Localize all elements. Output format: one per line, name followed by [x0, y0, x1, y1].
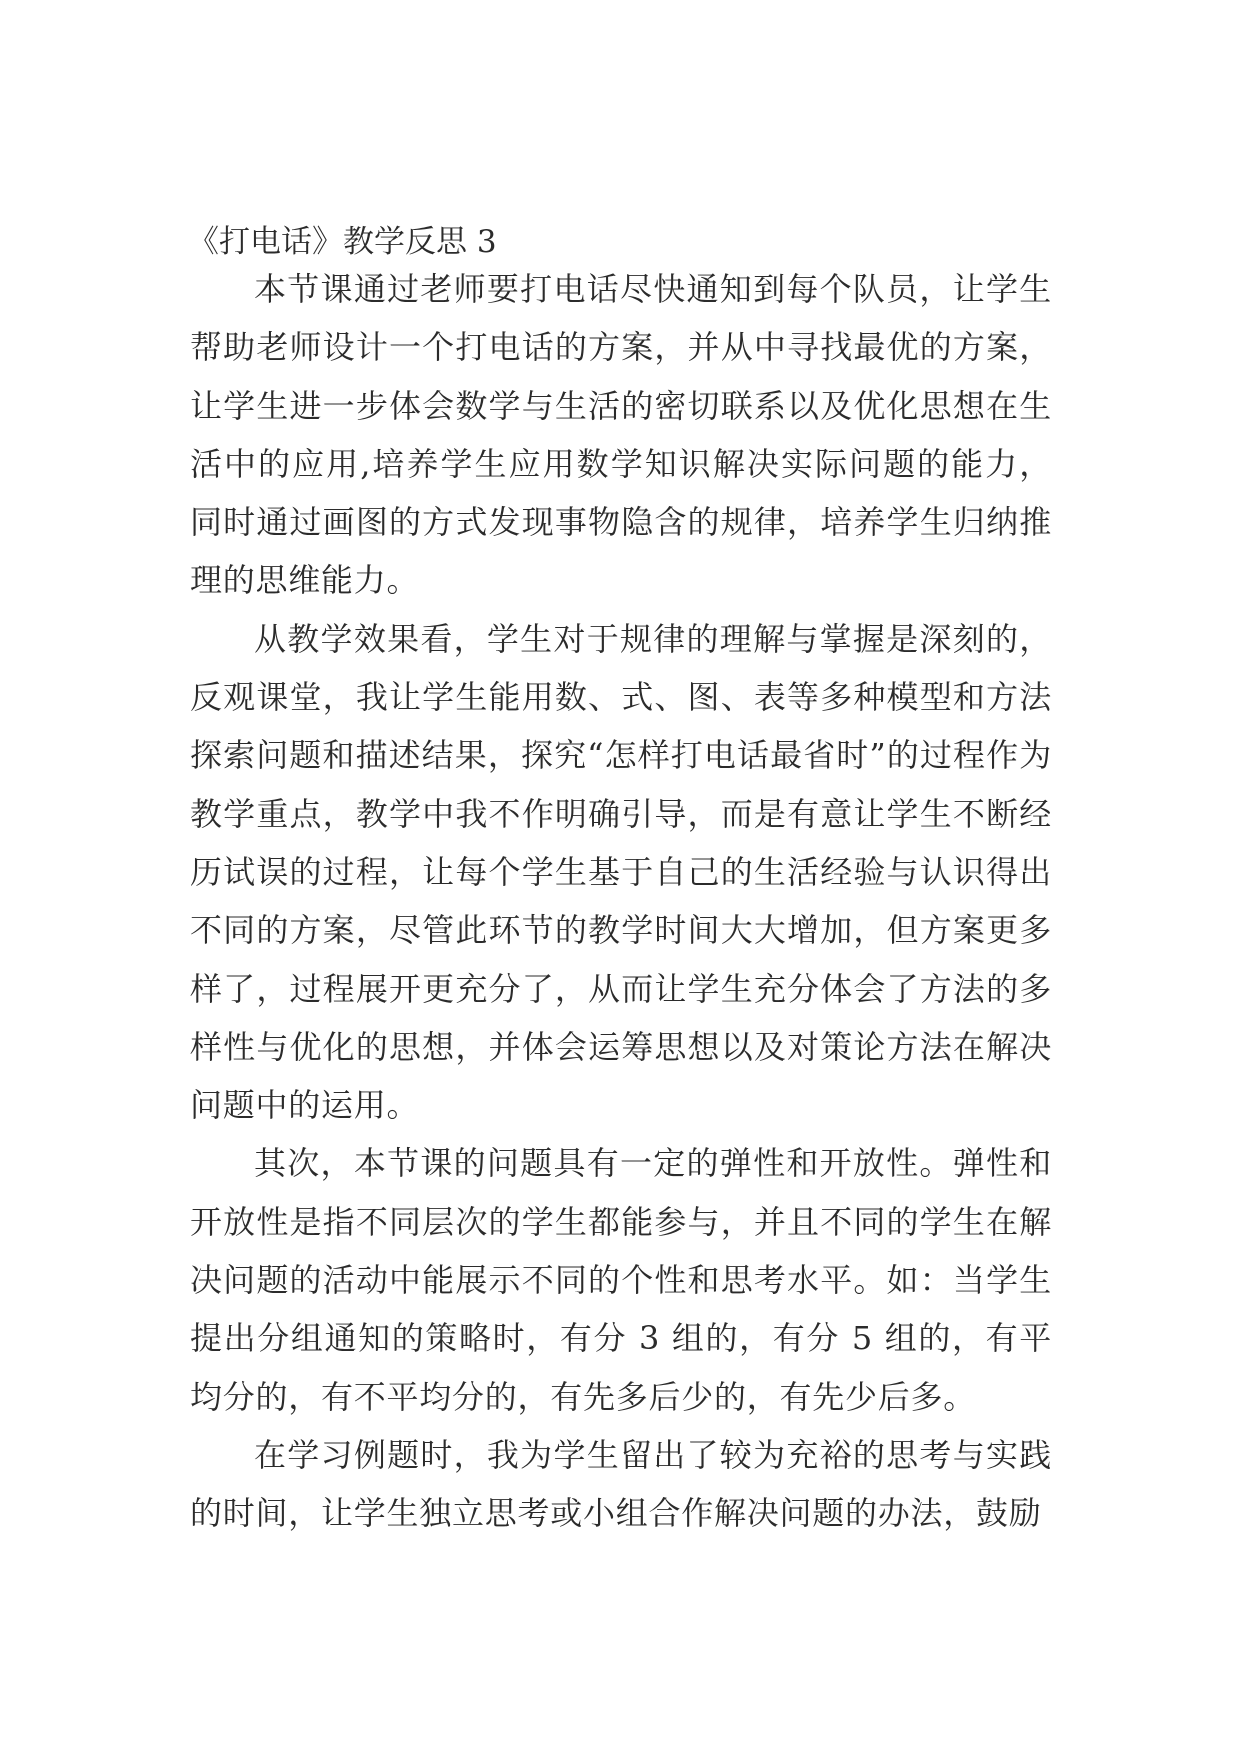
paragraph: 本节课通过老师要打电话尽快通知到每个队员，让学生帮助老师设计一个打电话的方案，并从中寻找最优的方案，让学生进一步体会数学与生活的密切联系以及优化思想在生活中的应用,培养学生应用数学知识解决实际问题的能力，同时通过画图的方式发现事物隐含的规律，培养学生归纳推理的思维能力。	[190, 270, 1052, 600]
document-title: 《打电话》教学反思 3	[188, 224, 497, 260]
paragraph: 从教学效果看，学生对于规律的理解与掌握是深刻的，反观课堂，我让学生能用数、式、图、表等多种模型和方法探索问题和描述结果，探究“怎样打电话最省时”的过程作为教学重点，教学中我不作明确引导，而是有意让学生不断经历试误的过程，让每个学生基于自己的生活经验与认识得出不同的方案，尽管此环节的教学时间大大增加，但方案更多样了，过程展开更充分了，从而让学生充分体会了方法的多样性与优化的思想，并体会运筹思想以及对策论方法在解决问题中的运用。	[190, 619, 1052, 1125]
document-body	[190, 260, 1052, 1543]
paragraph: 其次，本节课的问题具有一定的弹性和开放性。弹性和开放性是指不同层次的学生都能参与，并且不同的学生在解决问题的活动中能展示不同的个性和思考水平。如：当学生提出分组通知的策略时，有分 3 组的，有分 5 组的，有平均分的，有不平均分的，有先多后少的，有先少后多。	[190, 1144, 1052, 1416]
paragraph: 在学习例题时，我为学生留出了较为充裕的思考与实践的时间，让学生独立思考或小组合作解决问题的办法，鼓励	[190, 1435, 1052, 1533]
